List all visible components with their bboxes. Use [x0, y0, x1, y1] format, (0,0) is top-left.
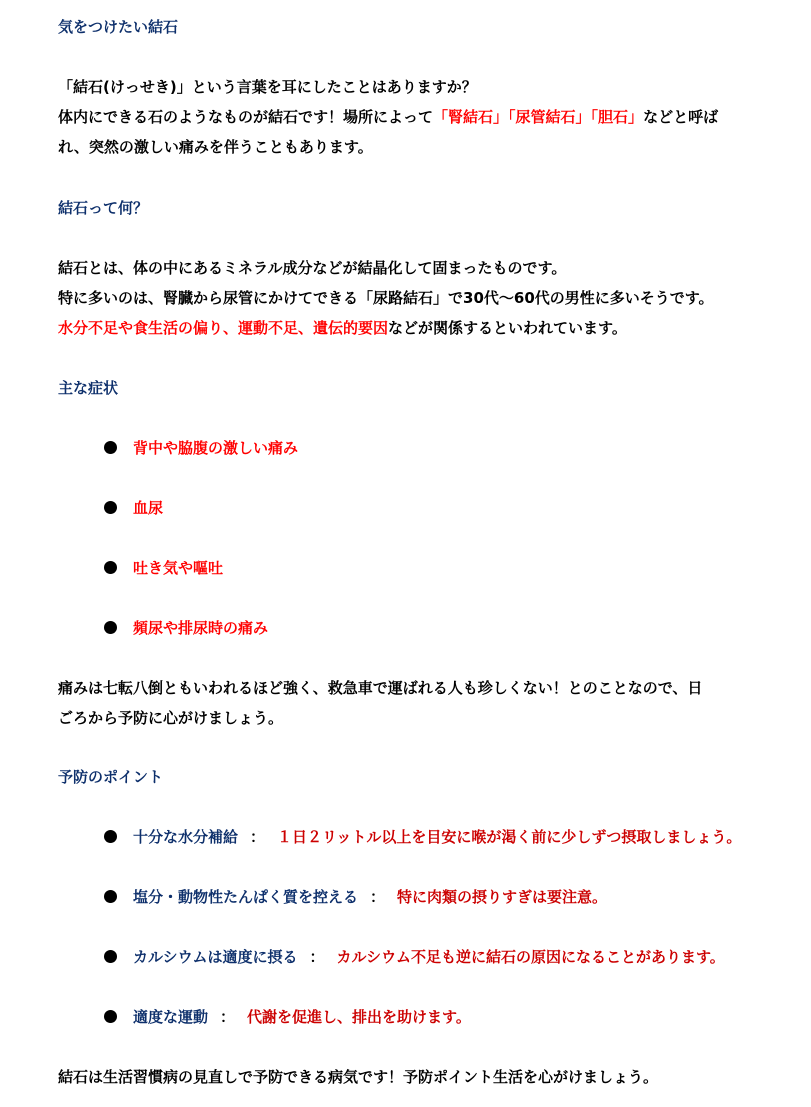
prevention-item — [104, 826, 741, 847]
causes-suffix: などが関係するといわれています。 — [388, 319, 627, 337]
prevention-desc: 特に肉類の摂りすぎは要注意。 — [397, 888, 608, 906]
prevention-label: 塩分・動物性たんぱく質を控える — [133, 888, 359, 906]
bullet-icon — [104, 1010, 117, 1023]
bullet-icon — [104, 621, 117, 634]
prevention-desc: カルシウム不足も逆に結石の原因になることがあります。 — [336, 948, 725, 966]
symptom-item — [104, 497, 163, 518]
what-heading: 結石って何？ — [58, 199, 149, 217]
pain-paragraph — [58, 673, 702, 733]
symptom-text: 吐き気や嘔吐 — [133, 559, 224, 577]
causes-text: 水分不足や食生活の偏り、運動不足、遺伝的要因 — [58, 319, 389, 337]
prevention-label: 適度な運動 — [133, 1008, 209, 1026]
separator: ： — [250, 828, 266, 846]
symptom-text: 血尿 — [133, 499, 164, 517]
prevention-heading: 予防のポイント — [58, 768, 164, 786]
separator: ： — [309, 948, 325, 966]
symptom-item — [104, 557, 223, 578]
symptom-item — [104, 617, 268, 638]
what-line-1: 結石とは、体の中にあるミネラル成分などが結晶化して固まったものです。 — [58, 259, 567, 277]
prevention-item — [104, 946, 725, 967]
bullet-icon — [104, 950, 117, 963]
intro-text: 体内にできる石のようなものが結石です！場所によって — [58, 108, 434, 126]
bullet-icon — [104, 501, 117, 514]
kidney-stone-term: 「腎結石」 — [433, 108, 509, 126]
gallstone-term: 「胆石」 — [590, 108, 644, 126]
pain-line-1: 痛みは七転八倒ともいわれるほど強く、救急車で運ばれる人も珍しくない！とのことなので、日 — [58, 679, 703, 697]
symptom-item — [104, 437, 298, 458]
intro-line-3: れ、突然の激しい痛みを伴うこともあります。 — [58, 138, 373, 156]
what-line-2: 特に多いのは、腎臓から尿管にかけてできる「尿路結石」で30代～60代の男性に多いそうです。 — [58, 289, 714, 307]
title-heading: 気をつけたい結石 — [58, 18, 179, 36]
bullet-icon — [104, 441, 117, 454]
what-line-3 — [58, 313, 714, 343]
intro-line-1: 「結石(けっせき)」という言葉を耳にしたことはありますか？ — [58, 78, 477, 96]
ureteral-stone-term: 「尿管結石」 — [508, 108, 591, 126]
prevention-desc: 代謝を促進し、排出を助けます。 — [247, 1008, 471, 1026]
bullet-icon — [104, 890, 117, 903]
what-paragraph — [58, 253, 714, 343]
prevention-item — [104, 886, 607, 907]
prevention-label: カルシウムは適度に摂る — [133, 948, 298, 966]
symptoms-heading: 主な症状 — [58, 379, 119, 397]
intro-text-end: などと呼ば — [643, 108, 719, 126]
intro-paragraph — [58, 72, 718, 162]
pain-line-2: ごろから予防に心がけましょう。 — [58, 709, 284, 727]
bullet-icon — [104, 830, 117, 843]
bullet-icon — [104, 561, 117, 574]
closing-paragraph: 結石は生活習慣病の見直しで予防できる病気です！予防ポイント生活を心がけましょう。 — [58, 1068, 659, 1086]
prevention-item — [104, 1006, 471, 1027]
prevention-desc: １日２リットル以上を目安に喉が渇く前に少しずつ摂取しましょう。 — [277, 828, 742, 846]
separator: ： — [370, 888, 386, 906]
separator: ： — [220, 1008, 236, 1026]
prevention-label: 十分な水分補給 — [133, 828, 239, 846]
symptom-text: 頻尿や排尿時の痛み — [133, 619, 269, 637]
symptom-text: 背中や脇腹の激しい痛み — [133, 439, 299, 457]
intro-line-2 — [58, 102, 718, 132]
